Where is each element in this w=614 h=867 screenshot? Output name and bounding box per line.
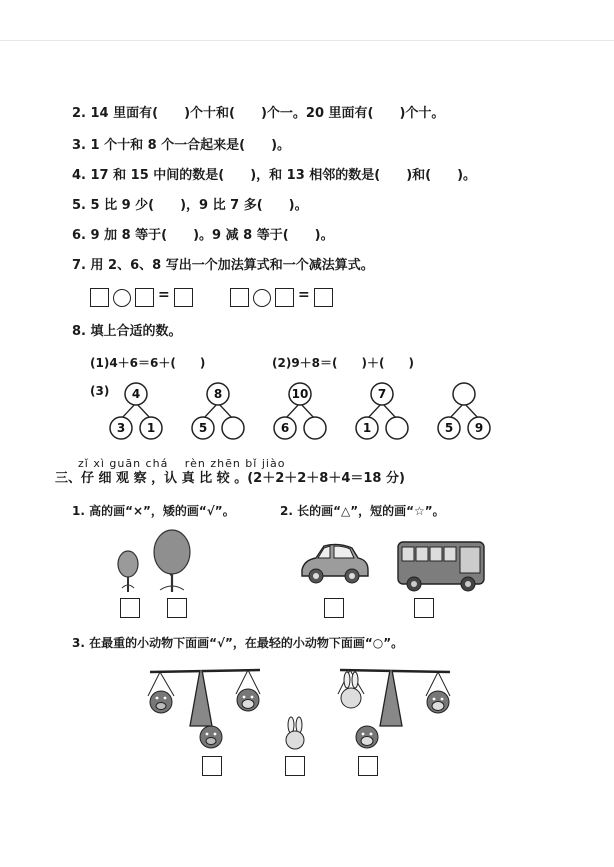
question-8: 8. 填上合适的数。 [72, 324, 182, 339]
section-3-q1: 1. 高的画“×”，矮的画“√”。 [72, 504, 235, 518]
monkey-icon [237, 689, 259, 711]
monkey-icon [352, 722, 382, 750]
trees-illustration [110, 528, 200, 596]
bond-circle-top[interactable] [453, 383, 475, 405]
bond-value-top: 10 [291, 387, 309, 401]
car-icon [298, 538, 370, 586]
bond-value-top: 4 [131, 387, 141, 401]
question-8-3-label: (3) [90, 384, 110, 398]
tall-tree-icon [154, 530, 190, 592]
bond-value-right: 9 [474, 421, 484, 435]
bond-circle-right[interactable] [222, 417, 244, 439]
question-5: 5. 5 比 9 少( )，9 比 7 多( )。 [72, 198, 308, 213]
section-3-title: 三、仔 细 观 察 ，认 真 比 较 。(2＋2＋2＋8＋4＝18 分) [55, 471, 405, 486]
balance-scale-icon [330, 658, 460, 728]
number-bond [356, 383, 408, 439]
bond-value-left: 3 [116, 421, 126, 435]
page-top-rule [0, 40, 614, 41]
bond-value-right: 1 [146, 421, 156, 435]
bond-circle-right[interactable] [304, 417, 326, 439]
small-tree-icon [118, 551, 138, 592]
bond-value-left: 5 [198, 421, 208, 435]
bond-value-left: 1 [362, 421, 372, 435]
equals-sign: = [158, 287, 170, 303]
number-bond [192, 383, 244, 439]
number-bonds [100, 378, 520, 448]
bond-circle-right[interactable] [386, 417, 408, 439]
section-3-q3: 3. 在最重的小动物下面画“√”，在最轻的小动物下面画“○”。 [72, 636, 404, 650]
blank-box[interactable] [314, 288, 333, 307]
blank-box[interactable] [174, 288, 193, 307]
answer-box-rabbit[interactable] [285, 756, 305, 776]
pig-icon [150, 691, 172, 713]
number-bond [274, 383, 326, 439]
answer-box-monkey[interactable] [358, 756, 378, 776]
blank-box[interactable] [230, 288, 249, 307]
blank-box[interactable] [90, 288, 109, 307]
equals-sign: = [298, 287, 310, 303]
bond-value-top: 7 [377, 387, 387, 401]
bond-value-left: 5 [444, 421, 454, 435]
answer-box-small-tree[interactable] [120, 598, 140, 618]
answer-box-bus[interactable] [414, 598, 434, 618]
blank-box[interactable] [135, 288, 154, 307]
bond-value-left: 6 [280, 421, 290, 435]
question-8-1: (1)4＋6＝6＋( ) [90, 356, 206, 370]
blank-box[interactable] [275, 288, 294, 307]
number-bond [438, 383, 490, 439]
question-4: 4. 17 和 15 中间的数是( )，和 13 相邻的数是( )和( )。 [72, 168, 477, 183]
section-3-pinyin: zǐ xì guān chá rèn zhēn bǐ jiào [78, 457, 286, 470]
question-2: 2. 14 里面有( )个十和( )个一。20 里面有( )个十。 [72, 106, 445, 121]
balance-scale-icon [140, 658, 270, 728]
answer-box-car[interactable] [324, 598, 344, 618]
answer-box-pig[interactable] [202, 756, 222, 776]
monkey-icon [427, 691, 449, 713]
operator-circle[interactable] [113, 289, 131, 307]
question-7: 7. 用 2、6、8 写出一个加法算式和一个减法算式。 [72, 258, 374, 273]
question-8-2: (2)9＋8＝( )＋( ) [272, 356, 414, 370]
answer-box-tall-tree[interactable] [167, 598, 187, 618]
question-3: 3. 1 个十和 8 个一合起来是( )。 [72, 138, 291, 153]
number-bond [110, 383, 162, 439]
rabbit-icon [280, 716, 310, 750]
operator-circle[interactable] [253, 289, 271, 307]
pig-icon [196, 722, 226, 750]
bus-icon [396, 538, 488, 594]
question-6: 6. 9 加 8 等于( )。9 减 8 等于( )。 [72, 228, 334, 243]
bond-value-top: 8 [213, 387, 223, 401]
rabbit-icon [341, 672, 361, 708]
section-3-q2: 2. 长的画“△”，短的画“☆”。 [280, 504, 445, 518]
